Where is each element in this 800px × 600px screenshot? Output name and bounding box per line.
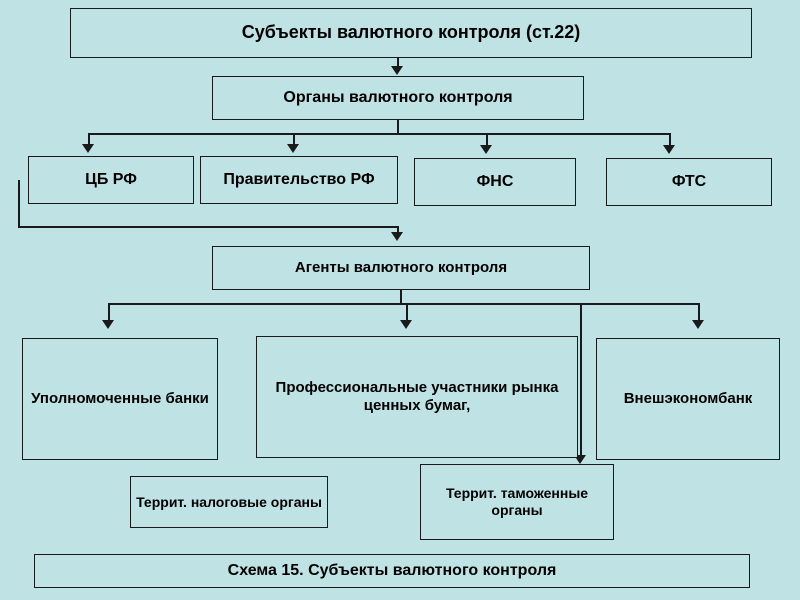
organ-box-fts (606, 158, 772, 206)
arrow-agent-2 (400, 320, 412, 329)
agent-box-territorial-customs (420, 464, 614, 540)
connector-agents-stem (400, 290, 402, 304)
organs-box (212, 76, 584, 120)
connector-organs-bus (88, 133, 670, 135)
organ-box-government (200, 156, 398, 204)
agent-box-securities-participants (256, 336, 578, 458)
agent-box-authorized-banks (22, 338, 218, 460)
arrow-organ-2 (287, 144, 299, 153)
arrow-agent-1 (102, 320, 114, 329)
connector-agents-drop-3 (698, 303, 700, 321)
arrow-organ-3 (480, 145, 492, 154)
organs-label: Органы валютного контроля (283, 88, 513, 106)
connector-agents-drop-1 (108, 303, 110, 321)
caption-box (34, 554, 750, 588)
organ-label-3: ФНС (476, 172, 514, 190)
agent-label-3: Внешэкономбанк (623, 390, 753, 408)
arrow-title-to-organs (391, 66, 403, 75)
connector-left-bracket-horizontal (18, 226, 398, 228)
agents-box (212, 246, 590, 290)
agent-box-territorial-tax (130, 476, 328, 528)
organ-label-2: Правительство РФ (223, 170, 375, 188)
organ-label-4: ФТС (671, 172, 707, 190)
arrow-organ-4 (663, 145, 675, 154)
connector-organs-stem (397, 120, 399, 134)
organ-box-cbrf (28, 156, 194, 204)
agent-label-1: Уполномоченные банки (31, 390, 209, 408)
arrow-organ-1 (82, 144, 94, 153)
connector-left-bracket-vertical (18, 180, 20, 228)
agents-label: Агенты валютного контроля (294, 259, 508, 277)
organ-box-fns (414, 158, 576, 206)
connector-agents-bus (108, 303, 698, 305)
arrow-agent-3 (692, 320, 704, 329)
diagram-title-box (70, 8, 752, 58)
connector-agents-drop-customs (580, 303, 582, 461)
caption-text: Схема 15. Субъекты валютного контроля (227, 561, 557, 579)
diagram-title-text: Субъекты валютного контроля (ст.22) (241, 22, 581, 43)
agent-label-5: Террит. таможенные органы (445, 485, 589, 518)
agent-label-4: Террит. налоговые органы (136, 493, 322, 510)
connector-agents-drop-2 (406, 303, 408, 321)
agent-box-vneshekonombank (596, 338, 780, 460)
organ-label-1: ЦБ РФ (85, 170, 137, 188)
agent-label-2: Профессиональные участники рынка ценных бумаг, (275, 379, 559, 414)
arrow-to-agents (391, 232, 403, 241)
